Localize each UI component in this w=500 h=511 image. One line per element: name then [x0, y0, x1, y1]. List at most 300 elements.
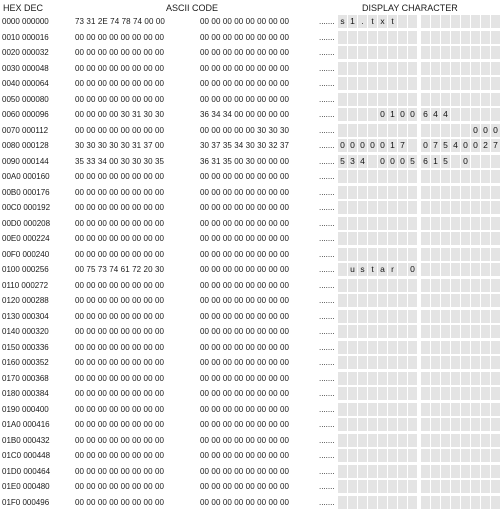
- row-address: 0170 000368: [2, 373, 49, 383]
- display-character-cells: [338, 77, 498, 90]
- display-character-cell: [358, 279, 367, 292]
- display-character-cell: [431, 201, 440, 214]
- display-character-cell: 0: [461, 155, 470, 168]
- hex-bytes-first-half: 00 00 00 00 30 31 30 30: [75, 110, 165, 119]
- display-character-cell: [398, 232, 407, 245]
- display-character-cells: [338, 217, 498, 230]
- hex-row: [0, 495, 500, 511]
- display-character-cell: [398, 434, 407, 447]
- display-character-cell: [491, 248, 500, 261]
- row-address: 0010 000016: [2, 32, 49, 42]
- display-character-cells: [338, 186, 498, 199]
- hex-row: [0, 154, 500, 170]
- row-address: 0060 000096: [2, 110, 49, 119]
- display-character-cell: [398, 217, 407, 230]
- display-character-cell: [398, 15, 407, 28]
- display-character-cell: [451, 62, 460, 75]
- row-address: 0090 000144: [2, 156, 49, 166]
- display-character-cell: [338, 232, 347, 245]
- display-character-cell: [451, 108, 460, 121]
- hex-bytes-first-half: 00 00 00 00 00 00 00 00: [75, 404, 165, 414]
- display-character-cell: [481, 93, 490, 106]
- display-character-cell: [451, 387, 460, 400]
- display-character-cell: [431, 480, 440, 493]
- display-character-cell: [471, 155, 480, 168]
- hex-bytes-first-half: 30 30 30 30 30 31 37 00: [75, 141, 165, 150]
- display-character-cell: [421, 263, 430, 276]
- display-character-cell: r: [388, 263, 397, 276]
- hex-bytes-first-half: 00 00 00 00 00 00 00 00: [75, 125, 165, 135]
- display-character-cell: [388, 124, 397, 137]
- row-dots: .......: [319, 451, 335, 460]
- hex-row: [0, 231, 500, 247]
- display-character-cell: [491, 77, 500, 90]
- row-address: 0160 000352: [2, 358, 49, 367]
- display-character-cell: [338, 387, 347, 400]
- display-character-cell: [491, 387, 500, 400]
- hex-dump-table: [0, 14, 500, 510]
- hex-bytes-second-half: 00 00 00 00 00 00 00 00: [200, 358, 290, 367]
- row-dots: .......: [319, 172, 335, 181]
- display-character-cell: [451, 372, 460, 385]
- display-character-cell: [491, 325, 500, 338]
- hex-bytes-first-half: 00 00 00 00 00 00 00 00: [75, 342, 165, 352]
- display-character-cell: [481, 387, 490, 400]
- hex-row: [0, 138, 500, 154]
- hex-row: [0, 200, 500, 216]
- display-character-cell: [358, 496, 367, 509]
- display-character-cell: [461, 434, 470, 447]
- hex-bytes-first-half: 00 00 00 00 00 00 00 00: [75, 420, 165, 429]
- display-character-cell: 7: [398, 139, 407, 152]
- display-character-cell: [431, 496, 440, 509]
- display-character-cell: [471, 480, 480, 493]
- display-character-cell: [358, 403, 367, 416]
- display-character-cell: [481, 232, 490, 245]
- display-character-cell: [461, 62, 470, 75]
- hex-row: [0, 61, 500, 77]
- row-address: 01C0 000448: [2, 451, 51, 460]
- display-character-cell: [378, 31, 387, 44]
- display-character-cells: [338, 310, 498, 323]
- display-character-cell: 1: [348, 15, 357, 28]
- display-character-cell: [451, 310, 460, 323]
- row-dots: .......: [319, 311, 335, 321]
- display-character-cell: [368, 403, 377, 416]
- row-dots: .......: [319, 156, 335, 166]
- display-character-cell: [338, 108, 347, 121]
- display-character-cell: [338, 217, 347, 230]
- display-character-cell: [388, 62, 397, 75]
- display-character-cell: [388, 403, 397, 416]
- row-dots: .......: [319, 327, 335, 336]
- display-character-cell: [388, 434, 397, 447]
- display-character-cell: [348, 232, 357, 245]
- display-character-cell: [388, 77, 397, 90]
- row-address: 01F0 000496: [2, 497, 50, 507]
- display-character-cell: [368, 279, 377, 292]
- display-character-cell: [358, 356, 367, 369]
- display-character-cell: [378, 232, 387, 245]
- display-character-cell: [378, 294, 387, 307]
- display-character-cell: [338, 201, 347, 214]
- ascii-code-header: ASCII CODE: [166, 3, 219, 13]
- display-character-cell: [358, 170, 367, 183]
- display-character-cell: [471, 279, 480, 292]
- row-address: 0030 000048: [2, 63, 49, 73]
- display-character-cell: 5: [408, 155, 417, 168]
- display-character-cell: [471, 372, 480, 385]
- display-character-cells: [338, 248, 498, 261]
- display-character-cell: [338, 496, 347, 509]
- display-character-cells: [338, 465, 498, 478]
- display-character-cell: [431, 186, 440, 199]
- display-character-cell: [358, 186, 367, 199]
- display-character-cell: [441, 387, 450, 400]
- display-character-cell: [461, 77, 470, 90]
- display-character-cell: [408, 93, 417, 106]
- display-character-cells: [338, 263, 498, 276]
- display-character-cell: [388, 465, 397, 478]
- display-character-cell: [431, 46, 440, 59]
- display-character-cell: [368, 155, 377, 168]
- row-dots: .......: [319, 94, 335, 104]
- display-character-cell: [421, 310, 430, 323]
- display-character-cell: [408, 15, 417, 28]
- display-character-cell: [338, 279, 347, 292]
- display-character-cell: [421, 403, 430, 416]
- display-character-cell: 0: [408, 263, 417, 276]
- row-dots: .......: [319, 280, 335, 290]
- display-character-cell: [491, 93, 500, 106]
- display-character-cell: [471, 325, 480, 338]
- hex-bytes-second-half: 00 00 00 00 00 00 00 00: [200, 373, 290, 383]
- display-character-cell: [461, 480, 470, 493]
- display-character-cells: [338, 294, 498, 307]
- display-character-cell: [431, 248, 440, 261]
- row-dots: .......: [319, 187, 335, 197]
- display-character-cell: [421, 186, 430, 199]
- display-character-cell: [431, 232, 440, 245]
- display-character-cell: [421, 170, 430, 183]
- display-character-cell: [471, 77, 480, 90]
- display-character-cell: [471, 294, 480, 307]
- display-character-cell: [368, 124, 377, 137]
- row-dots: .......: [319, 63, 335, 73]
- display-character-cell: [398, 279, 407, 292]
- hex-bytes-second-half: 00 00 00 00 00 00 00 00: [200, 327, 290, 336]
- display-character-cell: [348, 93, 357, 106]
- row-address: 0100 000256: [2, 265, 49, 274]
- display-character-cell: [338, 93, 347, 106]
- display-character-cell: 0: [338, 139, 347, 152]
- display-character-cell: 4: [441, 108, 450, 121]
- display-character-cell: [491, 155, 500, 168]
- row-address: 01A0 000416: [2, 420, 50, 429]
- display-character-cell: [491, 232, 500, 245]
- display-character-cell: [481, 15, 490, 28]
- display-character-cell: [358, 46, 367, 59]
- display-character-cell: [408, 217, 417, 230]
- display-character-cell: [421, 325, 430, 338]
- display-character-cell: [398, 372, 407, 385]
- display-character-cell: [431, 279, 440, 292]
- hex-bytes-second-half: 00 00 00 00 00 00 00 00: [200, 79, 290, 88]
- display-character-cell: [388, 480, 397, 493]
- display-character-cell: [491, 15, 500, 28]
- display-character-cell: [491, 108, 500, 121]
- display-character-cell: [441, 418, 450, 431]
- display-character-cell: [348, 77, 357, 90]
- row-dots: .......: [319, 497, 335, 507]
- display-character-cell: [368, 496, 377, 509]
- display-character-cell: [398, 62, 407, 75]
- display-character-cell: [421, 31, 430, 44]
- display-character-cell: [441, 124, 450, 137]
- display-character-cell: [388, 356, 397, 369]
- display-character-cells: [338, 93, 498, 106]
- display-character-header: DISPLAY CHARACTER: [362, 3, 458, 13]
- display-character-cell: [348, 279, 357, 292]
- display-character-cell: [378, 310, 387, 323]
- display-character-cell: [491, 201, 500, 214]
- display-character-cell: [348, 434, 357, 447]
- display-character-cell: 3: [348, 155, 357, 168]
- display-character-cell: [388, 93, 397, 106]
- hex-bytes-first-half: 00 00 00 00 00 00 00 00: [75, 63, 165, 73]
- row-dots: .......: [319, 358, 335, 367]
- display-character-cell: [408, 310, 417, 323]
- display-character-cell: [471, 248, 480, 261]
- row-address: 0080 000128: [2, 141, 49, 150]
- display-character-cell: [421, 294, 430, 307]
- display-character-cell: [481, 62, 490, 75]
- display-character-cell: [408, 279, 417, 292]
- display-character-cell: [441, 217, 450, 230]
- display-character-cell: [348, 341, 357, 354]
- display-character-cell: [431, 31, 440, 44]
- display-character-cell: [451, 124, 460, 137]
- display-character-cell: [358, 325, 367, 338]
- display-character-cell: [388, 31, 397, 44]
- display-character-cell: [388, 46, 397, 59]
- display-character-cell: [431, 341, 440, 354]
- display-character-cell: [431, 387, 440, 400]
- row-address: 01E0 000480: [2, 482, 50, 491]
- display-character-cell: [358, 480, 367, 493]
- row-address: 0020 000032: [2, 48, 49, 57]
- hex-bytes-second-half: 00 00 00 00 00 00 00 00: [200, 342, 290, 352]
- row-address: 00E0 000224: [2, 234, 50, 243]
- display-character-cell: [481, 496, 490, 509]
- display-character-cell: [358, 201, 367, 214]
- display-character-cell: [388, 418, 397, 431]
- hex-row: [0, 324, 500, 340]
- hex-bytes-first-half: 00 00 00 00 00 00 00 00: [75, 466, 165, 476]
- display-character-cell: [388, 232, 397, 245]
- display-character-cell: [451, 155, 460, 168]
- display-character-cell: [461, 418, 470, 431]
- row-dots: .......: [319, 234, 335, 243]
- display-character-cell: [461, 15, 470, 28]
- hex-bytes-second-half: 00 00 00 00 00 00 00 00: [200, 218, 290, 228]
- display-character-cell: 0: [358, 139, 367, 152]
- display-character-cell: [378, 465, 387, 478]
- display-character-cells: [338, 15, 498, 28]
- display-character-cell: [441, 465, 450, 478]
- display-character-cell: [358, 108, 367, 121]
- display-character-cell: [421, 279, 430, 292]
- display-character-cell: [471, 496, 480, 509]
- display-character-cell: [348, 31, 357, 44]
- display-character-cell: [431, 124, 440, 137]
- hex-bytes-second-half: 00 00 00 00 00 30 30 30: [200, 125, 290, 135]
- display-character-cell: [471, 93, 480, 106]
- display-character-cell: [368, 201, 377, 214]
- display-character-cell: [451, 31, 460, 44]
- display-character-cell: [481, 31, 490, 44]
- display-character-cell: [441, 263, 450, 276]
- display-character-cell: [481, 186, 490, 199]
- row-address: 0120 000288: [2, 296, 49, 305]
- hex-bytes-first-half: 00 00 00 00 00 00 00 00: [75, 389, 165, 398]
- display-character-cell: [461, 263, 470, 276]
- hex-row: [0, 309, 500, 325]
- display-character-cell: [481, 170, 490, 183]
- display-character-cell: [491, 434, 500, 447]
- display-character-cell: [461, 201, 470, 214]
- display-character-cell: 1: [431, 155, 440, 168]
- display-character-cell: [481, 356, 490, 369]
- display-character-cell: [421, 372, 430, 385]
- display-character-cell: [471, 201, 480, 214]
- row-address: 00D0 000208: [2, 218, 51, 228]
- display-character-cell: [378, 403, 387, 416]
- display-character-cell: [368, 356, 377, 369]
- display-character-cell: [481, 263, 490, 276]
- display-character-cell: [338, 341, 347, 354]
- hex-bytes-first-half: 73 31 2E 74 78 74 00 00: [75, 17, 165, 26]
- display-character-cell: [451, 186, 460, 199]
- display-character-cell: [441, 232, 450, 245]
- display-character-cell: [378, 341, 387, 354]
- display-character-cell: [461, 372, 470, 385]
- display-character-cell: [431, 434, 440, 447]
- hex-row: [0, 340, 500, 356]
- display-character-cell: [348, 186, 357, 199]
- display-character-cell: [378, 372, 387, 385]
- hex-bytes-second-half: 00 00 00 00 00 00 00 00: [200, 435, 290, 445]
- display-character-cell: [378, 170, 387, 183]
- hex-bytes-second-half: 30 37 35 34 30 30 32 37: [200, 141, 290, 150]
- row-address: 00F0 000240: [2, 249, 50, 259]
- display-character-cell: [408, 418, 417, 431]
- display-character-cell: [431, 465, 440, 478]
- display-character-cell: [358, 372, 367, 385]
- hex-bytes-second-half: 00 00 00 00 00 00 00 00: [200, 172, 290, 181]
- display-character-cells: [338, 387, 498, 400]
- hex-bytes-second-half: 00 00 00 00 00 00 00 00: [200, 94, 290, 104]
- display-character-cell: [451, 341, 460, 354]
- display-character-cell: [378, 325, 387, 338]
- display-character-cell: [378, 93, 387, 106]
- display-character-cell: [421, 496, 430, 509]
- display-character-cell: 4: [358, 155, 367, 168]
- display-character-cell: [451, 294, 460, 307]
- display-character-cell: [378, 356, 387, 369]
- display-character-cell: [441, 325, 450, 338]
- display-character-cell: [358, 434, 367, 447]
- display-character-cell: [461, 217, 470, 230]
- display-character-cells: [338, 434, 498, 447]
- hex-row: [0, 216, 500, 232]
- row-dots: .......: [319, 32, 335, 42]
- display-character-cell: 0: [461, 139, 470, 152]
- row-address: 0050 000080: [2, 94, 49, 104]
- display-character-cell: [408, 46, 417, 59]
- display-character-cell: [421, 77, 430, 90]
- display-character-cell: [338, 294, 347, 307]
- display-character-cell: [491, 310, 500, 323]
- display-character-cell: [408, 294, 417, 307]
- display-character-cell: [471, 418, 480, 431]
- display-character-cell: [378, 201, 387, 214]
- hex-row: [0, 262, 500, 278]
- display-character-cell: [481, 46, 490, 59]
- display-character-cell: 0: [471, 139, 480, 152]
- display-character-cell: [358, 248, 367, 261]
- display-character-cell: [431, 325, 440, 338]
- display-character-cell: [461, 341, 470, 354]
- hex-row: [0, 247, 500, 263]
- display-character-cell: [421, 465, 430, 478]
- display-character-cell: [398, 325, 407, 338]
- hex-row: [0, 448, 500, 464]
- display-character-cells: [338, 232, 498, 245]
- display-character-cell: [348, 201, 357, 214]
- display-character-cell: [471, 449, 480, 462]
- display-character-cells: [338, 62, 498, 75]
- display-character-cell: [388, 496, 397, 509]
- display-character-cell: [368, 170, 377, 183]
- display-character-cell: [348, 496, 357, 509]
- display-character-cell: 1: [388, 139, 397, 152]
- display-character-cell: 4: [431, 108, 440, 121]
- row-dots: .......: [319, 466, 335, 476]
- display-character-cell: [491, 403, 500, 416]
- display-character-cells: [338, 108, 498, 121]
- display-character-cell: [451, 93, 460, 106]
- display-character-cell: 0: [481, 124, 490, 137]
- hex-bytes-first-half: 00 75 73 74 61 72 20 30: [75, 265, 165, 274]
- display-character-cell: 4: [451, 139, 460, 152]
- display-character-cell: t: [368, 15, 377, 28]
- hex-dec-header: HEX DEC: [3, 3, 44, 13]
- display-character-cell: [441, 279, 450, 292]
- display-character-cell: [441, 294, 450, 307]
- hex-bytes-first-half: 00 00 00 00 00 00 00 00: [75, 296, 165, 305]
- display-character-cell: [471, 15, 480, 28]
- display-character-cell: [358, 77, 367, 90]
- display-character-cell: [378, 186, 387, 199]
- display-character-cell: [368, 434, 377, 447]
- display-character-cell: s: [358, 263, 367, 276]
- display-character-cell: [378, 279, 387, 292]
- display-character-cell: [481, 77, 490, 90]
- display-character-cell: [441, 46, 450, 59]
- hex-bytes-second-half: 36 34 34 00 00 00 00 00: [200, 110, 290, 119]
- display-character-cell: [461, 170, 470, 183]
